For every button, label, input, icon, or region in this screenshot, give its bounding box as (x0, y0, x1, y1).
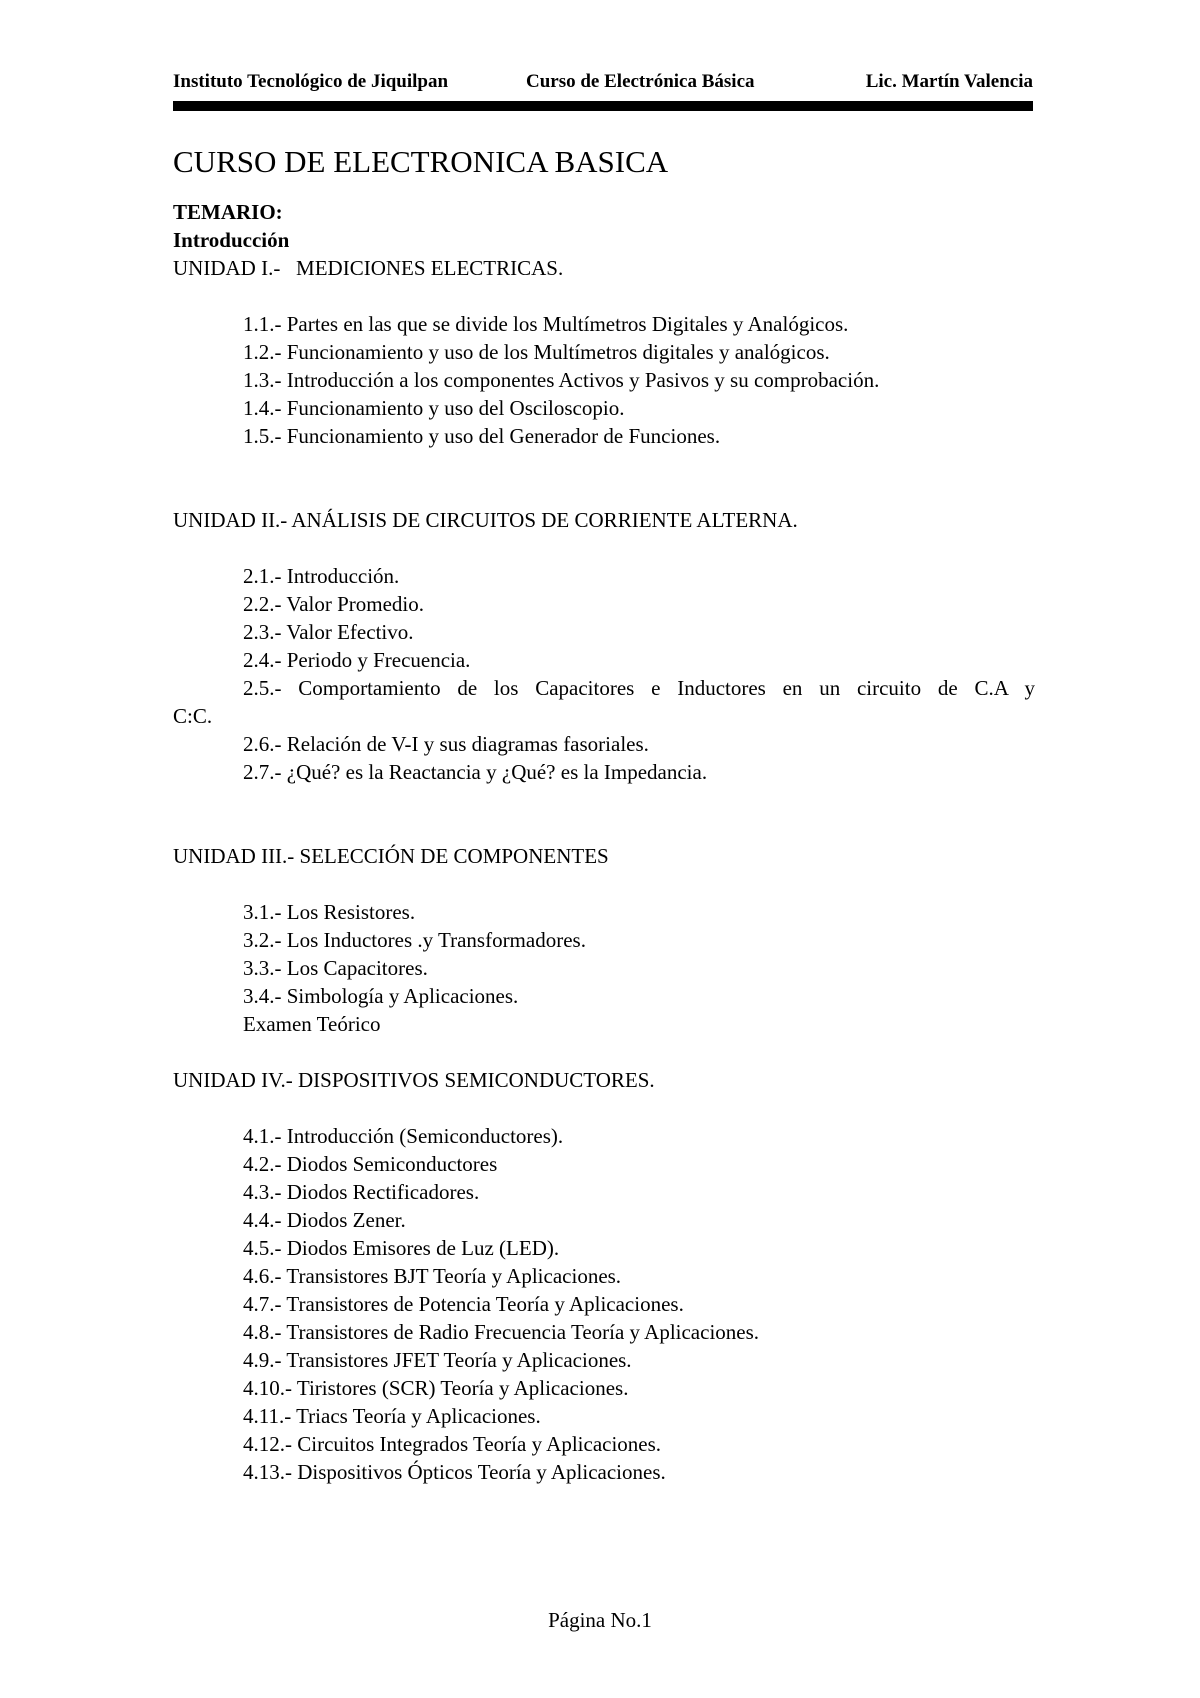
list-item: 1.3.- Introducción a los componentes Activos y Pasivos y su comprobación. (243, 368, 880, 392)
temario-label: TEMARIO: (173, 200, 283, 224)
header-course: Curso de Electrónica Básica (526, 71, 755, 92)
list-item: 3.4.- Simbología y Aplicaciones. (243, 984, 519, 1008)
unit-item-list (173, 1122, 1035, 1486)
list-item: 4.7.- Transistores de Potencia Teoría y Aplicaciones. (243, 1292, 684, 1316)
unit-title: UNIDAD II.- ANÁLISIS DE CIRCUITOS DE CORRIENTE ALTERNA. (173, 508, 798, 532)
list-item: Examen Teórico (243, 1012, 381, 1036)
unit-section (173, 1066, 1035, 1486)
list-item: 4.13.- Dispositivos Ópticos Teoría y Aplicaciones. (243, 1460, 666, 1484)
list-item: 4.1.- Introducción (Semiconductores). (243, 1124, 564, 1148)
unit-title: UNIDAD I.- MEDICIONES ELECTRICAS. (173, 256, 564, 280)
list-item: 1.1.- Partes en las que se divide los Multímetros Digitales y Analógicos. (243, 312, 849, 336)
list-item: 4.4.- Diodos Zener. (243, 1208, 406, 1232)
unit-section (173, 254, 1035, 450)
list-item: 2.4.- Periodo y Frecuencia. (243, 648, 471, 672)
list-item: 4.8.- Transistores de Radio Frecuencia Teoría y Aplicaciones. (243, 1320, 760, 1344)
document-body (173, 142, 1035, 1486)
list-item: 4.6.- Transistores BJT Teoría y Aplicaciones. (243, 1264, 622, 1288)
list-item: 2.3.- Valor Efectivo. (243, 620, 414, 644)
unit-item-list (173, 898, 1035, 1038)
unit-item-list (173, 562, 1035, 786)
list-item: 4.2.- Diodos Semiconductores (243, 1152, 498, 1176)
section-spacer (173, 786, 1035, 842)
list-item: 3.1.- Los Resistores. (243, 900, 416, 924)
unit-section (173, 506, 1035, 786)
list-item (173, 674, 1035, 730)
list-item: 2.6.- Relación de V-I y sus diagramas fasoriales. (243, 732, 649, 756)
list-item: 2.1.- Introducción. (243, 564, 400, 588)
page-header (173, 70, 1033, 94)
list-item: 3.2.- Los Inductores .y Transformadores. (243, 928, 586, 952)
unit-item-list (173, 310, 1035, 450)
list-item: 2.2.- Valor Promedio. (243, 592, 425, 616)
header-divider (173, 101, 1033, 111)
list-item: 3.3.- Los Capacitores. (243, 956, 428, 980)
document-title: CURSO DE ELECTRONICA BASICA (173, 144, 669, 179)
section-spacer (173, 1038, 1035, 1066)
unit-title: UNIDAD III.- SELECCIÓN DE COMPONENTES (173, 844, 609, 868)
header-institution: Instituto Tecnológico de Jiquilpan (173, 71, 449, 92)
list-item: 1.2.- Funcionamiento y uso de los Multímetros digitales y analógicos. (243, 340, 830, 364)
list-item: 4.5.- Diodos Emisores de Luz (LED). (243, 1236, 560, 1260)
list-item: 2.7.- ¿Qué? es la Reactancia y ¿Qué? es la Impedancia. (243, 760, 708, 784)
list-item: 4.9.- Transistores JFET Teoría y Aplicaciones. (243, 1348, 632, 1372)
list-item: 4.11.- Triacs Teoría y Aplicaciones. (243, 1404, 541, 1428)
unit-section (173, 842, 1035, 1038)
unit-title: UNIDAD IV.- DISPOSITIVOS SEMICONDUCTORES. (173, 1068, 655, 1092)
list-item: 4.10.- Tiristores (SCR) Teoría y Aplicaciones. (243, 1376, 629, 1400)
list-item: 4.3.- Diodos Rectificadores. (243, 1180, 480, 1204)
list-item-line: 2.5.- Comportamiento de los Capacitores e Inductores en un circuito de C.A y (243, 676, 1035, 700)
section-spacer (173, 450, 1035, 506)
list-item: 4.12.- Circuitos Integrados Teoría y Aplicaciones. (243, 1432, 662, 1456)
header-author: Lic. Martín Valencia (865, 71, 1033, 92)
intro-label: Introducción (173, 228, 290, 252)
list-item: 1.4.- Funcionamiento y uso del Osciloscopio. (243, 396, 625, 420)
list-item: 1.5.- Funcionamiento y uso del Generador de Funciones. (243, 424, 721, 448)
list-item-continuation: C:C. (173, 704, 213, 728)
page-number: Página No.1 (548, 1608, 652, 1632)
